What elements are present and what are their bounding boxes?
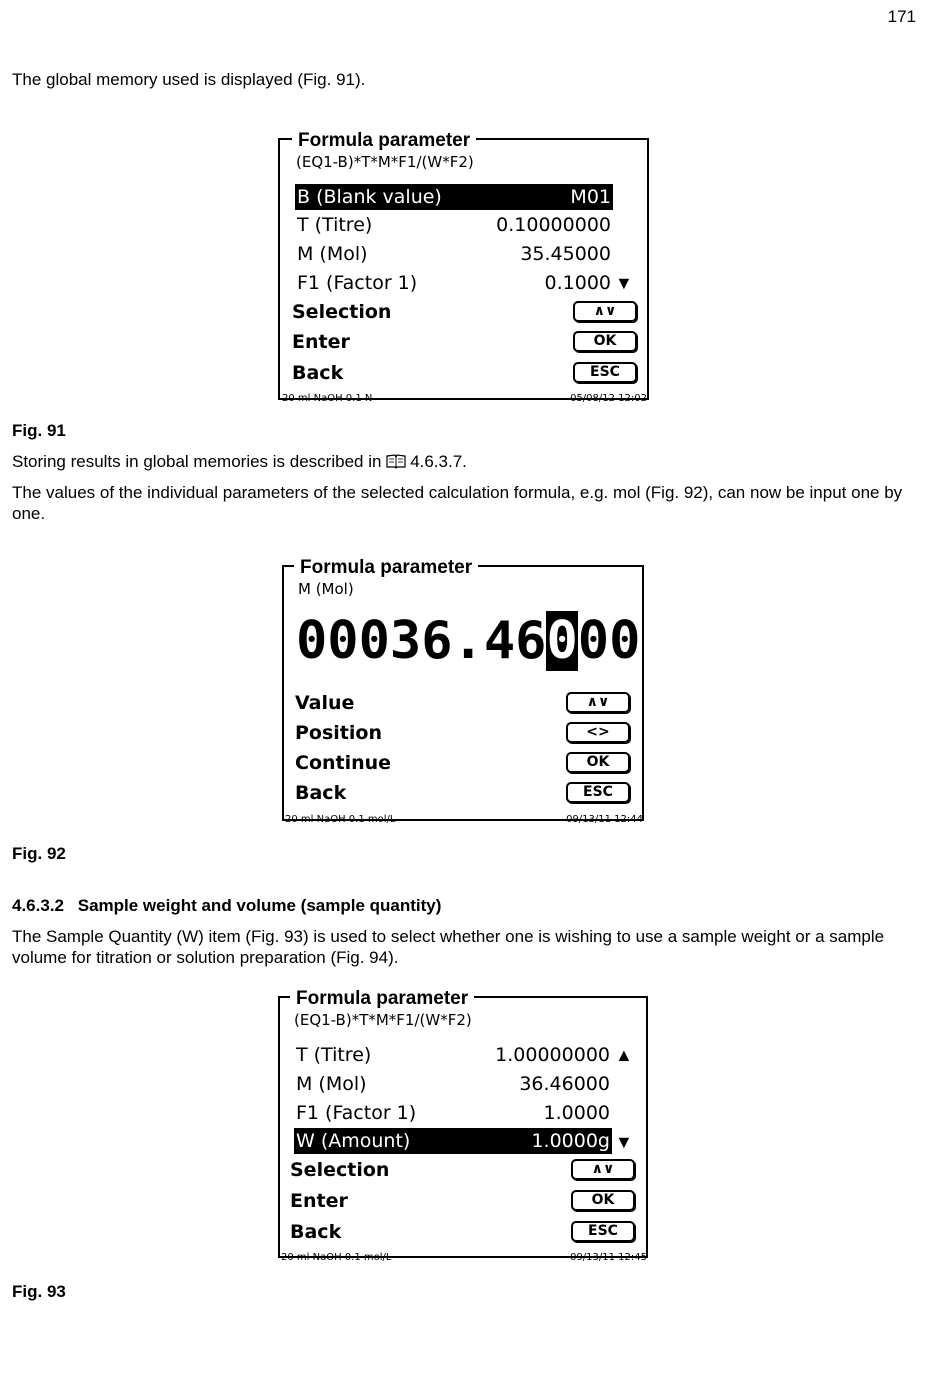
page-number: 171 (887, 7, 916, 26)
key-label: Position (295, 722, 382, 744)
param-value: 1.00000000 (495, 1044, 610, 1066)
screen-title: Formula parameter (292, 130, 476, 152)
param-row-mol[interactable] (295, 241, 613, 267)
param-label: T (Titre) (297, 214, 373, 236)
screen-title: Formula parameter (294, 557, 478, 579)
param-value: 0.10000000 (496, 214, 611, 236)
footer-left: 20 ml NaOH 0.1 mol/L (281, 1252, 392, 1263)
param-label: F1 (Factor 1) (296, 1102, 417, 1124)
value-digits-end: 00 (577, 611, 641, 671)
position-key[interactable]: <> (566, 722, 630, 743)
value-key[interactable]: ∧∨ (566, 692, 630, 713)
key-row-continue (295, 749, 630, 777)
ok-key[interactable]: OK (566, 752, 630, 773)
key-row-enter (290, 1187, 635, 1215)
param-row-mol[interactable] (294, 1071, 612, 1097)
param-label: F1 (Factor 1) (297, 272, 418, 294)
key-label: Continue (295, 752, 392, 774)
param-label: M (Mol) (296, 1073, 367, 1095)
param-row-factor1[interactable] (294, 1100, 612, 1126)
storing-text-a: Storing results in global memories is described in (12, 452, 382, 471)
key-row-back (295, 779, 630, 807)
screen-fig93 (278, 988, 651, 1268)
param-value: 0.1000 (544, 272, 611, 294)
param-value: 1.0000g (531, 1130, 610, 1152)
key-row-value (295, 689, 630, 717)
storing-text (12, 451, 467, 472)
ok-key[interactable]: OK (571, 1190, 635, 1211)
footer-left: 20 ml NaOH 0.1 mol/L (285, 814, 396, 825)
param-row-blank[interactable] (295, 184, 613, 210)
param-label: M (Mol) (297, 243, 368, 265)
cursor-digit: 0 (546, 611, 578, 671)
scroll-down-icon: ▼ (615, 273, 633, 293)
param-row-titre[interactable] (295, 212, 613, 238)
key-label: Enter (290, 1190, 348, 1212)
key-row-enter (292, 328, 637, 356)
key-label: Back (292, 362, 344, 384)
param-value: 1.0000 (543, 1102, 610, 1124)
ok-key[interactable]: OK (573, 331, 637, 352)
footer-right: 09/13/11 12:45 (570, 1252, 647, 1263)
storing-text-b: 4.6.3.7. (410, 452, 467, 471)
footer-right: 09/13/11 12:44 (566, 814, 643, 825)
param-row-factor1[interactable] (295, 270, 613, 296)
section-title: Sample weight and volume (sample quantity) (77, 896, 442, 915)
param-name: M (Mol) (298, 580, 354, 598)
formula-text: (EQ1-B)*T*M*F1/(W*F2) (296, 153, 474, 171)
key-label: Selection (292, 301, 392, 323)
screen-fig91 (278, 128, 651, 408)
key-label: Value (295, 692, 355, 714)
selection-key[interactable]: ∧∨ (573, 301, 637, 322)
key-row-position (295, 719, 630, 747)
fig92-caption: Fig. 92 (12, 844, 66, 863)
key-label: Back (290, 1221, 342, 1243)
book-icon (386, 454, 406, 469)
screen-fig92 (282, 555, 647, 830)
key-label: Selection (290, 1159, 390, 1181)
selection-key[interactable]: ∧∨ (571, 1159, 635, 1180)
value-display[interactable] (296, 611, 640, 671)
esc-key[interactable]: ESC (571, 1221, 635, 1242)
param-label: T (Titre) (296, 1044, 372, 1066)
values-text: The values of the individual parameters of the selected calculation formula, e.g. mol (Fig. 92), can now be input one by one. (12, 483, 903, 523)
param-value: 35.45000 (520, 243, 611, 265)
value-digits: 00036.46 (296, 611, 547, 671)
scroll-down-icon: ▼ (615, 1132, 633, 1152)
sample-text: The Sample Quantity (W) item (Fig. 93) is used to select whether one is wishing to use a sample weight or a sample volume for titration or solution preparation (Fig. 94). (12, 927, 885, 967)
param-value: M01 (570, 186, 611, 208)
scroll-up-icon: ▲ (615, 1045, 633, 1065)
fig91-caption: Fig. 91 (12, 421, 66, 440)
key-row-back (292, 359, 637, 387)
esc-key[interactable]: ESC (566, 782, 630, 803)
key-row-selection (292, 298, 637, 326)
param-label: W (Amount) (296, 1130, 411, 1152)
footer-right: 05/08/12 12:02 (570, 393, 647, 404)
key-row-back (290, 1218, 635, 1246)
key-label: Back (295, 782, 347, 804)
footer-left: 20 ml NaOH 0.1 N (282, 393, 373, 404)
param-label: B (Blank value) (297, 186, 442, 208)
key-row-selection (290, 1156, 635, 1184)
param-row-titre[interactable] (294, 1042, 612, 1068)
param-row-amount[interactable] (294, 1128, 612, 1154)
screen-title: Formula parameter (290, 988, 474, 1010)
key-label: Enter (292, 331, 350, 353)
esc-key[interactable]: ESC (573, 362, 637, 383)
intro-text: The global memory used is displayed (Fig. 91). (12, 70, 366, 89)
section-number: 4.6.3.2 (12, 896, 64, 915)
fig93-caption: Fig. 93 (12, 1282, 66, 1301)
section-heading (12, 896, 441, 916)
param-value: 36.46000 (519, 1073, 610, 1095)
formula-text: (EQ1-B)*T*M*F1/(W*F2) (294, 1011, 472, 1029)
